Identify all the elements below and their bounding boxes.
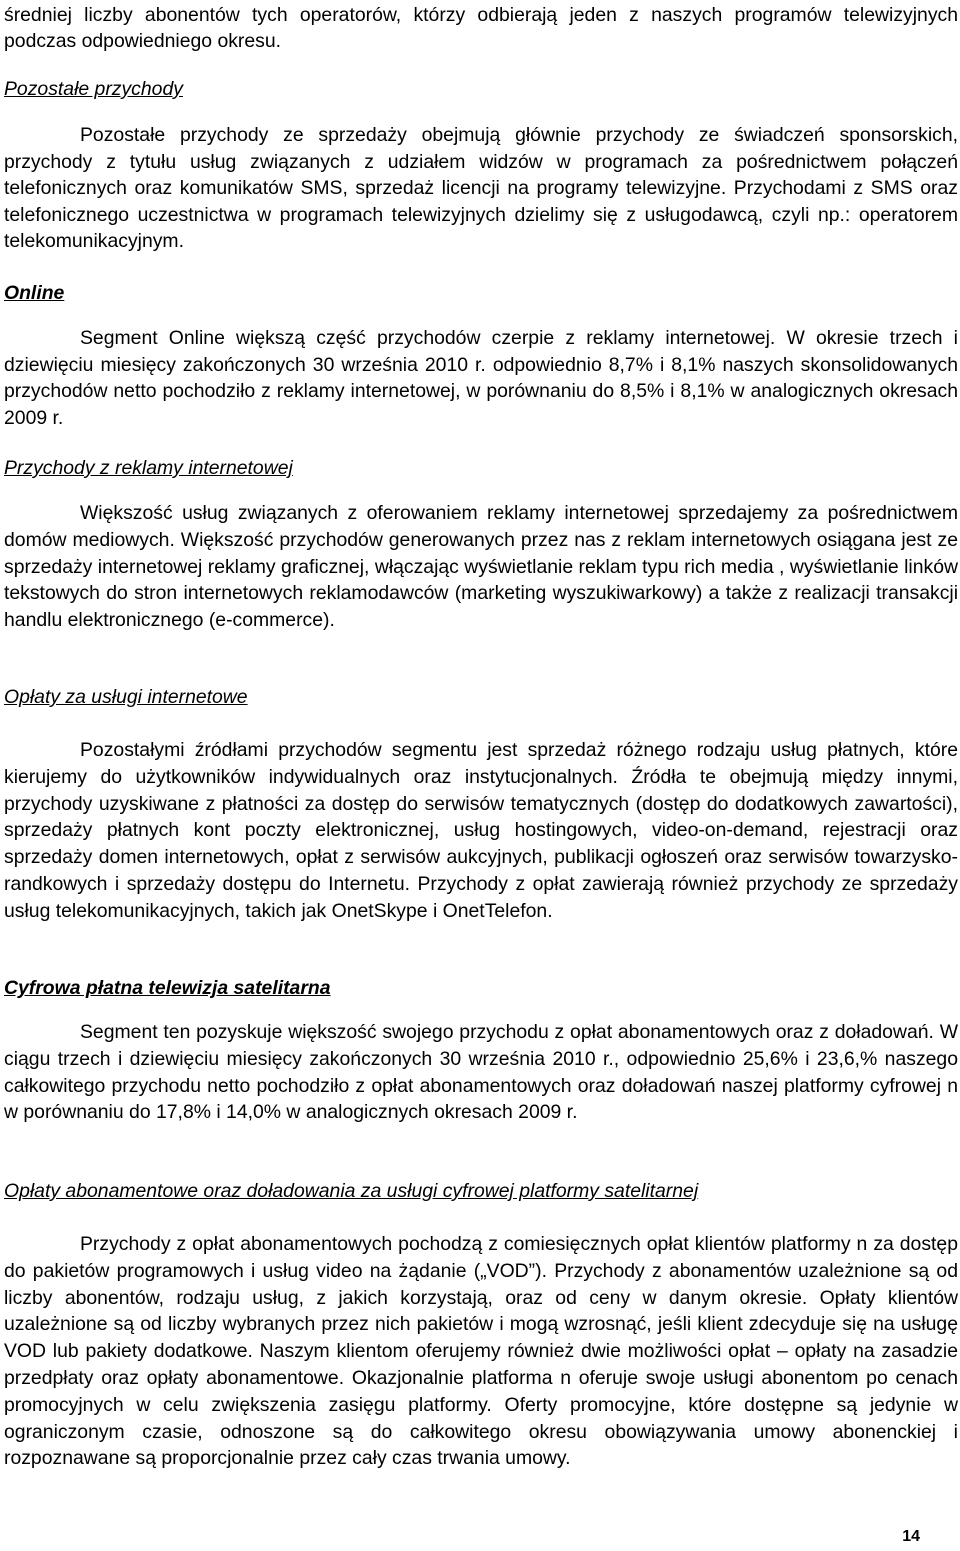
pozostale-przychody-paragraph: Pozostałe przychody ze sprzedaży obejmują głównie przychody ze świadczeń sponsorskich, przychody z tytułu usług związanych z udziałem widzów w programach za pośrednictwem połączeń telefonicznych oraz komunikatów SMS, sprzedaż licencji na programy telewizyjne. Przychodami z SMS oraz telefonicznego uczestnictwa w programach telewizyjnych dzielimy się z usługodawcą, czyli np.: operatorem telekomunikacyjnym.	[4, 124, 958, 252]
intro-paragraph: średniej liczby abonentów tych operatorów, którzy odbierają jeden z naszych programów telewizyjnych podczas odpowiedniego okresu.	[4, 4, 958, 52]
page-number: 14	[902, 1528, 920, 1545]
heading-przychody-reklama: Przychody z reklamy internetowej	[4, 457, 293, 479]
heading-oplaty-uslugi: Opłaty za usługi internetowe	[4, 686, 248, 708]
heading-online: Online	[4, 282, 65, 304]
abonamentowe-paragraph: Przychody z opłat abonamentowych pochodzą z comiesięcznych opłat klientów platformy n za dostęp do pakietów programowych i usług video na żądanie („VOD”). Przychody z abonamentów uzależnione są od liczby abonentów, rodzaju usług, z jakich korzystają, oraz od ceny w danym okresie. Opłaty klientów uzależnione są od liczby wybranych przez nich pakietów i mogą wzrosnąć, jeśli klient zdecyduje się na usługę VOD lub pakiety dodatkowe. Naszym klientom oferujemy również dwie możliwości opłat – opłaty na zasadzie przedpłaty oraz opłaty abonamentowe. Okazjonalnie platforma n oferuje swoje usługi abonentom po cenach promocyjnych w celu zwiększenia zasięgu platformy. Oferty promocyjne, które dostępne są jedynie w ograniczonym czasie, odnoszone są do całkowitego okresu obowiązywania umowy abonenckiej i rozpoznawane są proporcjonalnie przez cały czas trwania umowy.	[4, 1233, 958, 1470]
cyfrowa-paragraph: Segment ten pozyskuje większość swojego przychodu z opłat abonamentowych oraz z doładowań. W ciągu trzech i dziewięciu miesięcy zakończonych 30 września 2010 r., odpowiednio 25,6% i 23,6,% naszego całkowitego przychodu netto pochodziło z opłat abonamentowych oraz doładowań naszej platformy cyfrowej n w porównaniu do 17,8% i 14,0% w analogicznych okresach 2009 r.	[4, 1021, 958, 1124]
heading-pozostale-przychody: Pozostałe przychody	[4, 78, 183, 100]
heading-oplaty-abonamentowe: Opłaty abonamentowe oraz doładowania za usługi cyfrowej platformy satelitarnej	[4, 1180, 699, 1202]
online-paragraph: Segment Online większą część przychodów czerpie z reklamy internetowej. W okresie trzech i dziewięciu miesięcy zakończonych 30 września 2010 r. odpowiednio 8,7% i 8,1% naszych skonsolidowanych przychodów netto pochodziło z reklamy internetowej, w porównaniu do 8,5% i 8,1% w analogicznych okresach 2009 r.	[4, 327, 958, 429]
reklama-paragraph: Większość usług związanych z oferowaniem reklamy internetowej sprzedajemy za pośrednictwem domów mediowych. Większość przychodów generowanych przez nas z reklam internetowych osiągana jest ze sprzedaży internetowej reklamy graficznej, włączając wyświetlanie reklam typu rich media , wyświetlanie linków tekstowych do stron internetowych reklamodawców (marketing wyszukiwarkowy) a także z realizacji transakcji handlu elektronicznego (e-commerce).	[4, 502, 958, 632]
heading-cyfrowa-telewizja: Cyfrowa płatna telewizja satelitarna	[4, 977, 331, 999]
oplaty-paragraph: Pozostałymi źródłami przychodów segmentu jest sprzedaż różnego rodzaju usług płatnych, które kierujemy do użytkowników indywidualnych oraz instytucjonalnych. Źródła te obejmują między innymi, przychody uzyskiwane z płatności za dostęp do serwisów tematycznych (dostęp do dodatkowych zawartości), sprzedaży płatnych kont poczty elektronicznej, usług hostingowych, video-on-demand, rejestracji oraz sprzedaży domen internetowych, opłat z serwisów aukcyjnych, publikacji ogłoszeń oraz serwisów towarzysko-randkowych i sprzedaży dostępu do Internetu. Przychody z opłat zawierają również przychody ze sprzedaży usług telekomunikacyjnych, takich jak OnetSkype i OnetTelefon.	[4, 739, 958, 922]
